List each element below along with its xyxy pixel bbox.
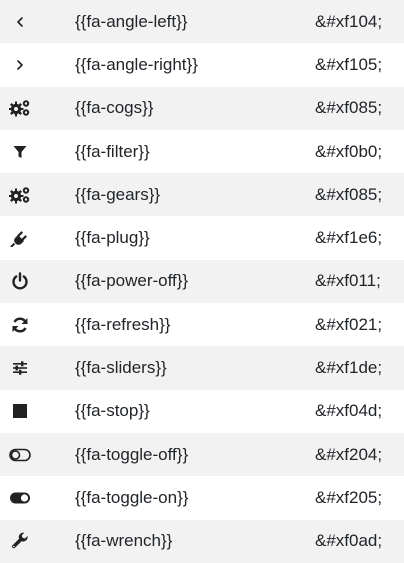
icon-code: &#xf104; (315, 11, 383, 31)
table-row (0, 476, 404, 519)
table-row (0, 303, 404, 346)
filter-icon (0, 144, 40, 160)
table-row (0, 520, 404, 563)
icon-code: &#xf085; (315, 98, 383, 118)
icon-code: &#xf0ad; (315, 531, 383, 551)
angle-left-icon (0, 15, 40, 29)
table-row (0, 260, 404, 303)
table-row (0, 346, 404, 389)
power-off-icon (0, 272, 40, 290)
icon-name: {{fa-gears}} (75, 184, 161, 204)
icon-name: {{fa-toggle-off}} (75, 444, 189, 464)
table-row (0, 173, 404, 216)
icon-name: {{fa-sliders}} (75, 358, 167, 378)
toggle-on-icon (0, 491, 40, 505)
icon-code: &#xf011; (315, 271, 381, 291)
icon-name: {{fa-refresh}} (75, 314, 171, 334)
sliders-icon (0, 360, 40, 376)
icon-name: {{fa-cogs}} (75, 98, 154, 118)
icon-code: &#xf204; (315, 444, 383, 464)
wrench-icon (0, 532, 40, 550)
icon-name: {{fa-wrench}} (75, 531, 173, 551)
icon-code: &#xf205; (315, 487, 383, 507)
angle-right-icon (0, 58, 40, 72)
table-row (0, 43, 404, 86)
icon-name: {{fa-power-off}} (75, 271, 189, 291)
icon-code: &#xf085; (315, 184, 383, 204)
icon-name: {{fa-filter}} (75, 141, 150, 161)
table-row (0, 0, 404, 43)
icon-code: &#xf021; (315, 314, 383, 334)
icon-code: &#xf105; (315, 54, 383, 74)
icon-code: &#xf1de; (315, 358, 383, 378)
stop-icon (0, 403, 40, 419)
icon-name: {{fa-angle-right}} (75, 54, 198, 74)
table-row (0, 390, 404, 433)
plug-icon (0, 229, 40, 247)
icon-name: {{fa-stop}} (75, 401, 150, 421)
cogs-icon (0, 99, 40, 117)
table-row (0, 216, 404, 259)
icon-name: {{fa-plug}} (75, 228, 150, 248)
toggle-off-icon (0, 448, 40, 462)
table-row (0, 433, 404, 476)
gears-icon (0, 186, 40, 204)
icon-code: &#xf04d; (315, 401, 383, 421)
refresh-icon (0, 316, 40, 334)
table-row (0, 87, 404, 130)
table-row (0, 130, 404, 173)
icon-name: {{fa-toggle-on}} (75, 487, 189, 507)
icon-name: {{fa-angle-left}} (75, 11, 188, 31)
icon-code: &#xf1e6; (315, 228, 383, 248)
icon-code: &#xf0b0; (315, 141, 383, 161)
